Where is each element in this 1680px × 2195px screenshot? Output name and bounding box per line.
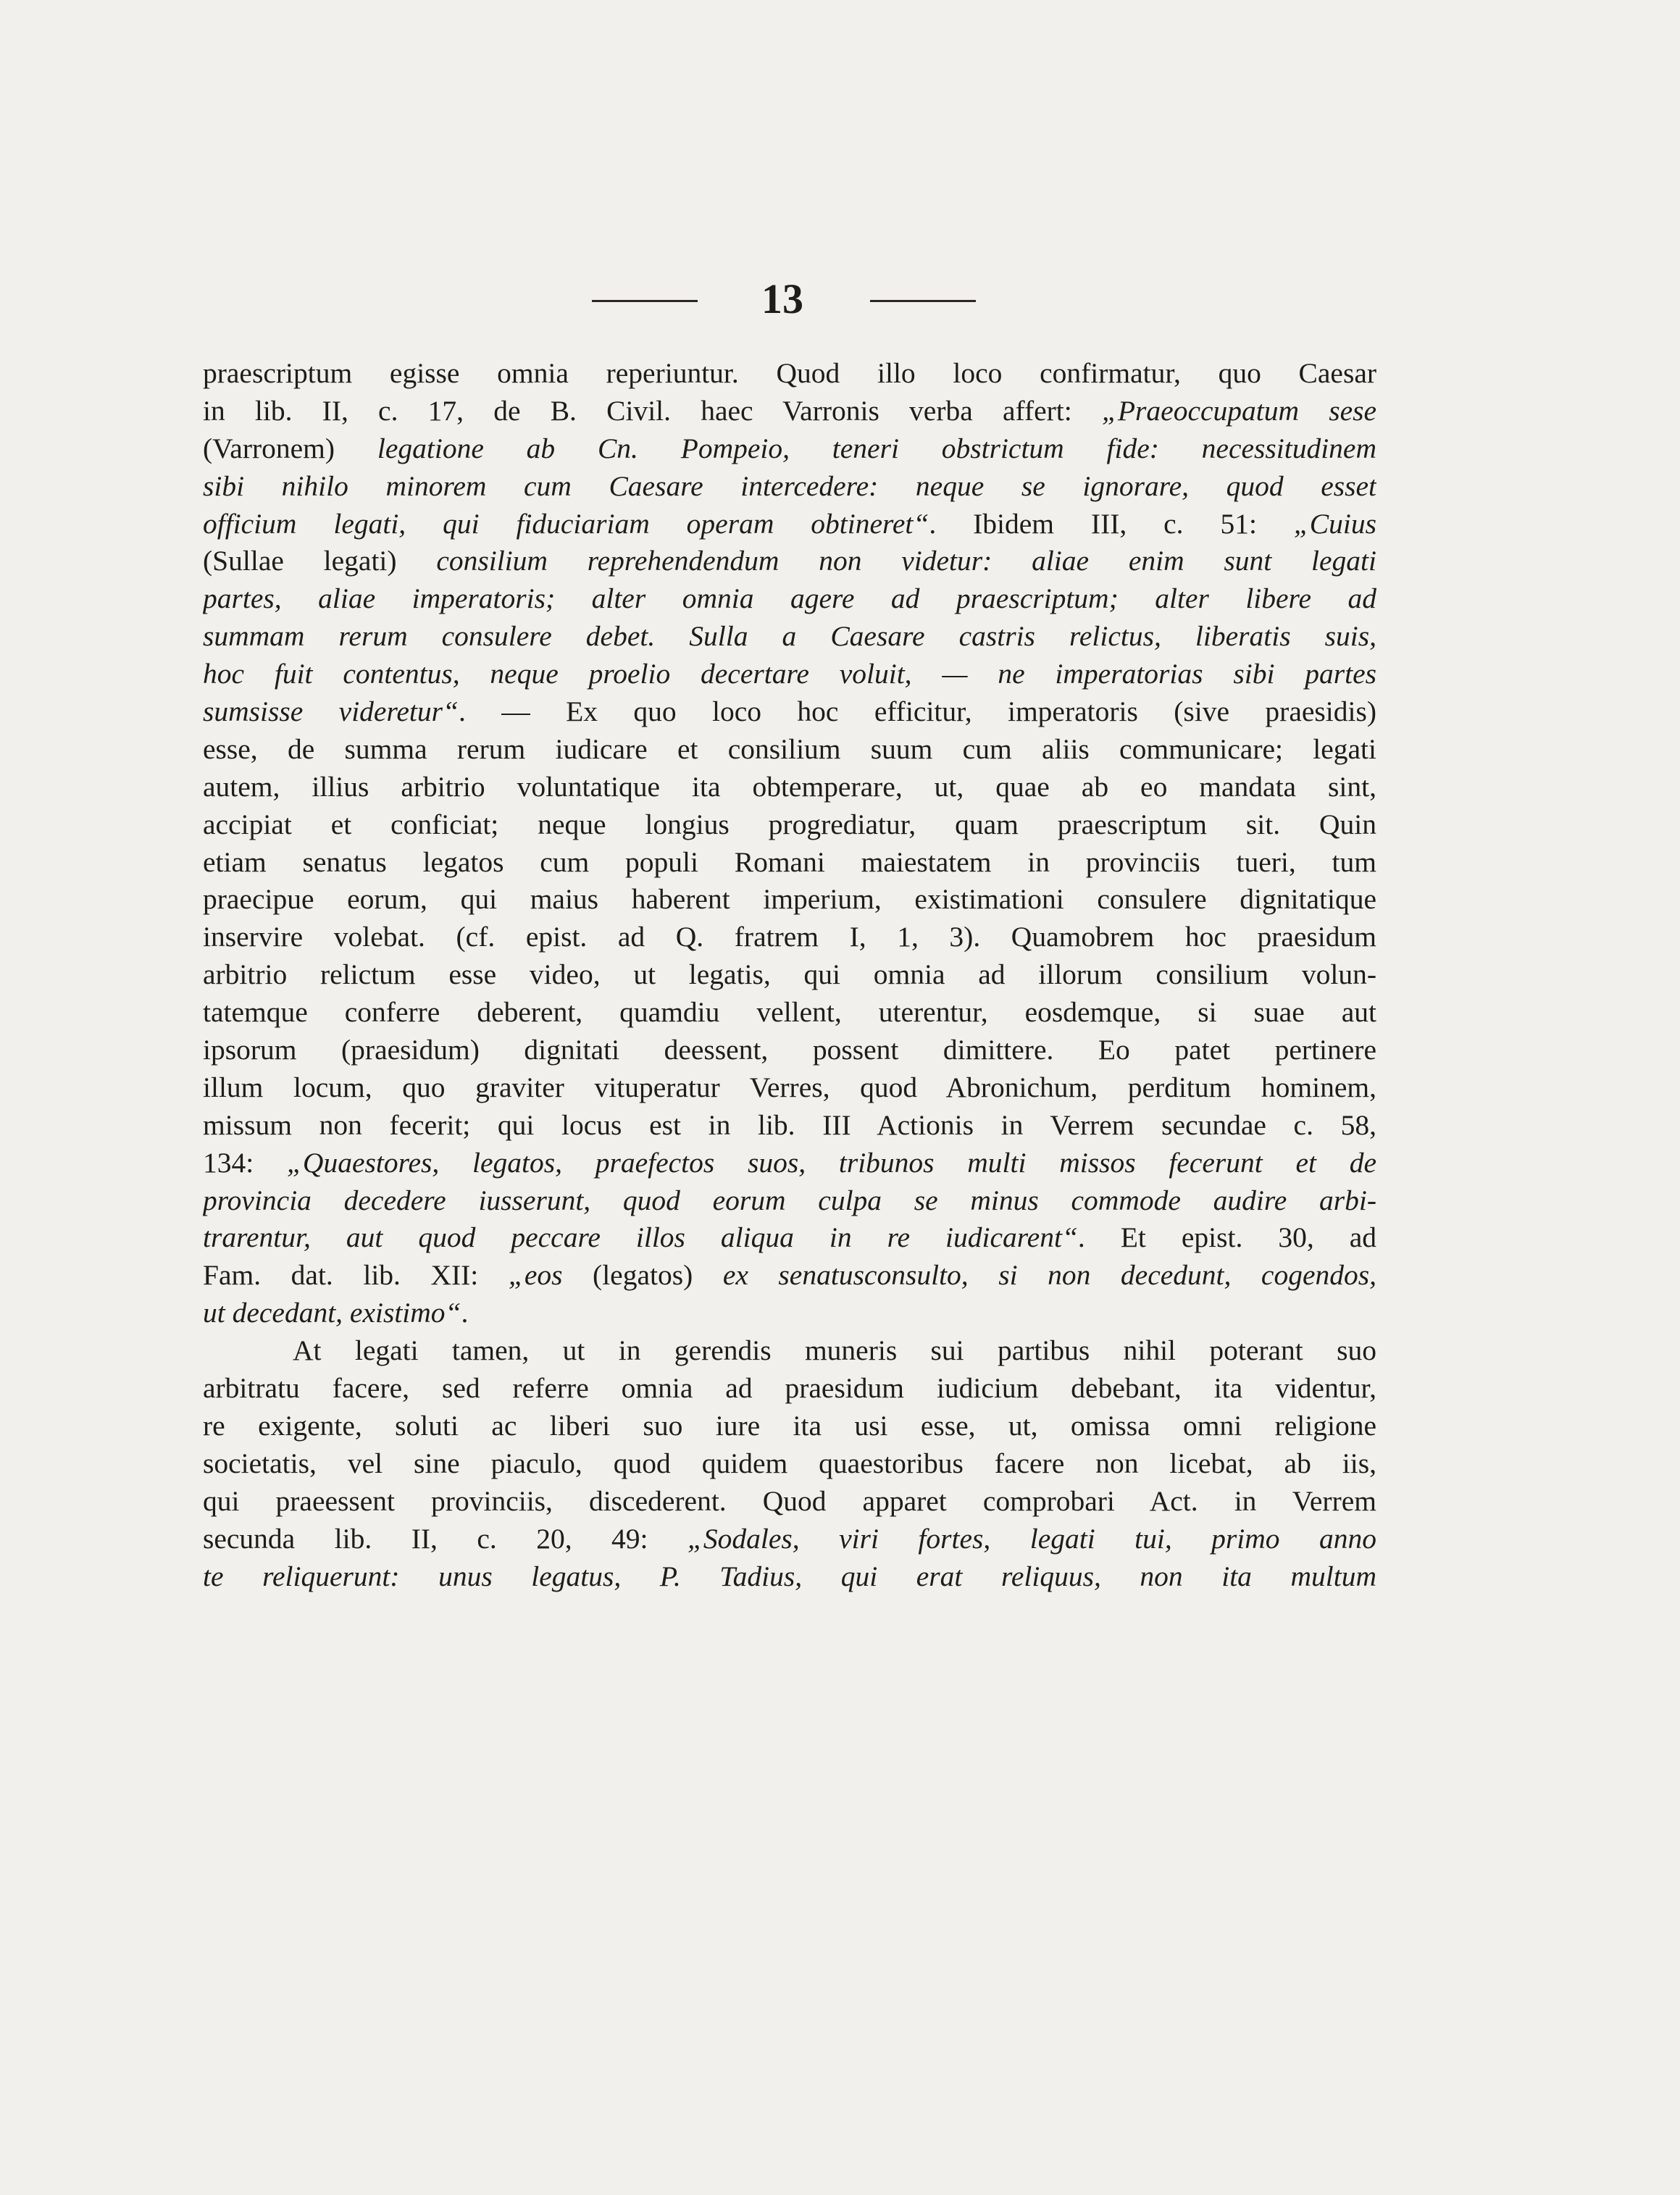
text-line	[203, 769, 1376, 806]
text-line	[203, 393, 1376, 430]
text-segment: Fam. dat. lib. XII:	[203, 1259, 509, 1292]
text-line	[203, 919, 1376, 956]
text-line	[203, 1295, 1376, 1332]
italic-quotation: hoc fuit contentus, neque proelio decertare voluit, — ne imperatorias sibi partes	[203, 658, 1376, 690]
text-segment: esse, de summa rerum iudicare et consilium suum cum aliis communicare; legati	[203, 732, 1376, 765]
text-segment: illum locum, quo graviter vituperatur Verres, quod Abronichum, perditum hominem,	[203, 1071, 1376, 1103]
text-line	[203, 468, 1376, 506]
text-line	[203, 1257, 1376, 1295]
text-segment: (Varronem)	[203, 432, 377, 464]
text-line	[203, 506, 1376, 543]
text-segment: 134:	[203, 1146, 287, 1179]
italic-quotation: officium legati, qui fiduciariam operam obtineret“	[203, 507, 929, 540]
text-line	[203, 1332, 1376, 1370]
text-segment: . Ibidem III, c. 51:	[929, 507, 1294, 540]
text-segment: inservire volebat. (cf. epist. ad Q. fratrem I, 1, 3). Quamobrem hoc praesidum	[203, 921, 1376, 953]
text-line	[203, 543, 1376, 580]
italic-quotation: consilium reprehendendum non videtur: aliae enim sunt legati	[436, 545, 1376, 577]
text-line	[203, 1145, 1376, 1182]
text-segment: arbitratu facere, sed referre omnia ad praesidum iudicium debebant, ita videntur,	[203, 1372, 1376, 1405]
text-segment: tatemque conferre deberent, quamdiu vellent, uterentur, eosdemque, si suae aut	[203, 996, 1376, 1029]
text-line	[203, 1182, 1376, 1220]
italic-quotation: ut decedant, existimo“	[203, 1297, 461, 1329]
text-segment: in lib. II, c. 17, de B. Civil. haec Varronis verba affert:	[203, 394, 1102, 427]
text-line	[203, 1408, 1376, 1445]
text-line	[203, 1483, 1376, 1521]
text-line	[203, 806, 1376, 844]
italic-quotation: trarentur, aut quod peccare illos aliqua in re iudicarent“	[203, 1221, 1078, 1254]
italic-quotation: sibi nihilo minorem cum Caesare intercedere: neque se ignorare, quod esset	[203, 469, 1376, 502]
text-line	[203, 994, 1376, 1032]
italic-quotation: partes, aliae imperatoris; alter omnia agere ad praescriptum; alter libere ad	[203, 582, 1376, 615]
text-line	[203, 731, 1376, 769]
italic-quotation: „eos	[508, 1259, 593, 1292]
text-segment: secunda lib. II, c. 20, 49:	[203, 1522, 688, 1555]
text-line	[203, 1521, 1376, 1558]
text-segment: qui praeessent provinciis, discederent. Quod apparet comprobari Act. in Verrem	[203, 1484, 1376, 1517]
text-line	[203, 1069, 1376, 1107]
header-rule-right	[870, 300, 976, 302]
text-segment: praecipue eorum, qui maius haberent imperium, existimationi consulere dignitatique	[203, 883, 1376, 916]
text-segment: etiam senatus legatos cum populi Romani maiestatem in provinciis tueri, tum	[203, 845, 1376, 878]
text-segment: . Et epist. 30, ad	[1077, 1221, 1376, 1254]
text-segment: arbitrio relictum esse video, ut legatis, qui omnia ad illorum consilium volun-	[203, 958, 1376, 991]
text-segment: re exigente, soluti ac liberi suo iure ita usi esse, ut, omissa omni religione	[203, 1409, 1376, 1442]
text-line	[203, 1032, 1376, 1069]
text-line	[203, 618, 1376, 656]
text-line	[203, 956, 1376, 994]
italic-quotation: provincia decedere iusserunt, quod eorum culpa se minus commode audire arbi-	[203, 1184, 1376, 1216]
italic-quotation: ex senatusconsulto, si non decedunt, cogendos,	[722, 1259, 1376, 1292]
text-segment: At legati tamen, ut in gerendis muneris sui partibus nihil poterant suo	[293, 1334, 1376, 1367]
italic-quotation: „Cuius	[1293, 507, 1376, 540]
italic-quotation: „Quaestores, legatos, praefectos suos, tribunos multi missos fecerunt et de	[286, 1146, 1376, 1179]
text-segment: autem, illius arbitrio voluntatique ita obtemperare, ut, quae ab eo mandata sint,	[203, 770, 1376, 803]
italic-quotation: te reliquerunt: unus legatus, P. Tadius, qui erat reliquus, non ita multum	[203, 1560, 1376, 1592]
text-line	[203, 1219, 1376, 1257]
text-segment: praescriptum egisse omnia reperiuntur. Quod illo loco confirmatur, quo Caesar	[203, 357, 1376, 389]
text-segment: . — Ex quo loco hoc efficitur, imperatoris (sive praesidis)	[458, 695, 1376, 728]
text-segment: (legatos)	[593, 1259, 723, 1292]
text-segment: accipiat et conficiat; neque longius progrediatur, quam praescriptum sit. Quin	[203, 808, 1376, 840]
text-segment: .	[461, 1297, 469, 1329]
text-line	[203, 844, 1376, 882]
text-line	[203, 1558, 1376, 1596]
text-line	[203, 1107, 1376, 1145]
italic-quotation: sumsisse videretur“	[203, 695, 459, 728]
text-line	[203, 656, 1376, 693]
text-segment: ipsorum (praesidum) dignitati deessent, possent dimittere. Eo patet pertinere	[203, 1034, 1376, 1066]
text-line	[203, 580, 1376, 618]
text-line	[203, 430, 1376, 468]
text-line	[203, 355, 1376, 393]
text-segment: (Sullae legati)	[203, 545, 437, 577]
italic-quotation: legatione ab Cn. Pompeio, teneri obstrictum fide: necessitudinem	[377, 432, 1376, 464]
body-text	[203, 355, 1376, 1595]
italic-quotation: „Praeoccupatum sese	[1101, 394, 1376, 427]
text-line	[203, 1445, 1376, 1483]
text-line	[203, 693, 1376, 731]
text-line	[203, 881, 1376, 919]
page-header	[0, 274, 1680, 325]
text-segment: societatis, vel sine piaculo, quod quidem quaestoribus facere non licebat, ab iis,	[203, 1447, 1376, 1479]
italic-quotation: summam rerum consulere debet. Sulla a Caesare castris relictus, liberatis suis,	[203, 620, 1376, 653]
text-line	[203, 1370, 1376, 1408]
italic-quotation: „Sodales, viri fortes, legati tui, primo anno	[687, 1522, 1376, 1555]
page-number: 13	[761, 275, 803, 322]
text-segment: missum non fecerit; qui locus est in lib. III Actionis in Verrem secundae c. 58,	[203, 1108, 1376, 1141]
header-rule-left	[592, 300, 698, 302]
